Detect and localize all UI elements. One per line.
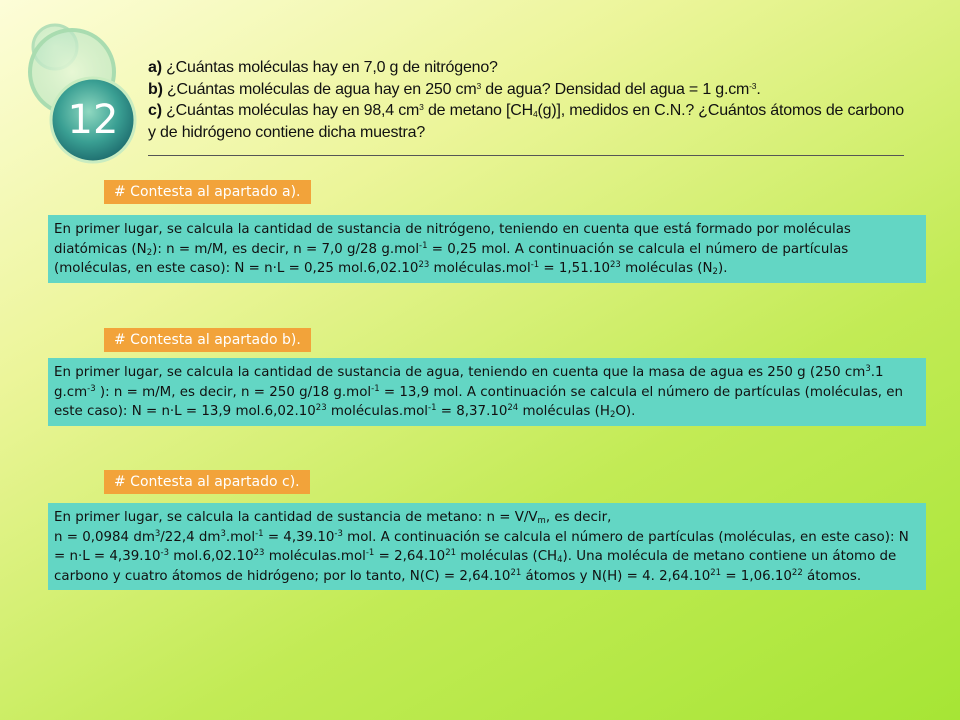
answer-text: En primer lugar, se calcula la cantidad de sustancia de agua, teniendo en cuenta que la masa de agua es 250 g (250 cm bbox=[54, 365, 866, 380]
answer-text: = 4,39.10 bbox=[263, 529, 335, 545]
divider-line bbox=[148, 155, 904, 156]
answer-text: ). bbox=[717, 261, 728, 276]
superscript: 24 bbox=[507, 403, 519, 413]
superscript: 3 bbox=[865, 364, 871, 374]
question-a-label: a) bbox=[148, 59, 162, 76]
answer-text: ). Una molécula de metano contiene un átomo de carbono y cuatro átomos de hidrógeno; por lo tanto, N(C) = 2,64.10 bbox=[54, 549, 897, 584]
answer-text: = 0,25 mol. A continuación se calcula el número de partículas (moléculas, en este caso): N = n·L = 0,25 mol.6,02.10 bbox=[54, 241, 849, 276]
subscript: m bbox=[537, 516, 546, 526]
section-c-label: # Contesta al apartado c). bbox=[104, 470, 310, 494]
answer-text: moléculas.mol bbox=[429, 261, 531, 276]
superscript: -3 bbox=[87, 383, 96, 394]
answer-text: átomos y N(H) = 4. 2,64.10 bbox=[521, 568, 711, 584]
subscript: 4 bbox=[557, 555, 563, 565]
question-a-text: ¿Cuántas moléculas hay en 7,0 g de nitrógeno? bbox=[161, 59, 498, 76]
superscript: -1 bbox=[530, 260, 540, 270]
superscript: -3 bbox=[749, 80, 757, 91]
answer-text: O). bbox=[615, 404, 636, 419]
question-a bbox=[148, 57, 906, 79]
question-c bbox=[148, 100, 906, 143]
answer-text: moléculas (N bbox=[620, 261, 713, 276]
question-c-label: c) bbox=[148, 102, 162, 119]
answer-text: ): n = m/M, es decir, n = 250 g/18 g.mol bbox=[95, 384, 372, 400]
superscript: -1 bbox=[419, 240, 428, 251]
superscript: 21 bbox=[510, 567, 522, 578]
superscript: 3 bbox=[419, 102, 424, 112]
superscript: -1 bbox=[428, 403, 437, 413]
question-b-text: de agua? Densidad del agua = 1 g.cm bbox=[481, 80, 750, 98]
section-b-label: # Contesta al apartado b). bbox=[104, 328, 311, 352]
superscript: 3 bbox=[476, 80, 482, 91]
question-b bbox=[148, 79, 906, 101]
superscript: -1 bbox=[371, 383, 380, 394]
answer-text: = 2,64.10 bbox=[374, 549, 446, 564]
answer-text: = 1,51.10 bbox=[539, 261, 611, 276]
superscript: 23 bbox=[418, 260, 430, 270]
answer-text: mol.6,02.10 bbox=[169, 549, 254, 564]
question-c-text: ¿Cuántas moléculas hay en 98,4 cm bbox=[161, 102, 420, 119]
superscript: 23 bbox=[253, 548, 265, 558]
superscript: 21 bbox=[710, 567, 722, 578]
answer-text: moléculas.mol bbox=[264, 549, 366, 564]
superscript: -3 bbox=[160, 548, 170, 558]
superscript: -1 bbox=[365, 548, 375, 558]
answer-text: .mol bbox=[225, 529, 256, 545]
superscript: -1 bbox=[255, 528, 264, 539]
answer-c bbox=[48, 503, 926, 590]
question-c-text: (g)], medidos en C.N.? ¿Cuántos átomos de carbono y de hidrógeno contiene dicha muestra? bbox=[148, 102, 904, 141]
answer-text: moléculas (H bbox=[518, 404, 610, 419]
superscript: 23 bbox=[610, 260, 621, 270]
answer-text: , es decir, bbox=[545, 510, 612, 525]
subscript: 2 bbox=[712, 267, 718, 277]
subscript: 2 bbox=[146, 247, 153, 258]
question-statement bbox=[148, 57, 906, 143]
superscript: 23 bbox=[315, 403, 327, 413]
question-b-label: b) bbox=[148, 80, 163, 98]
answer-a bbox=[48, 215, 926, 283]
superscript: 3 bbox=[154, 528, 161, 539]
superscript: 3 bbox=[220, 528, 226, 539]
answer-text: ): n = m/M, es decir, n = 7,0 g/28 g.mol bbox=[152, 241, 420, 257]
subscript: 4 bbox=[532, 109, 538, 119]
answer-text: .1 g.cm bbox=[54, 365, 884, 400]
answer-text: moléculas (CH bbox=[456, 549, 558, 564]
answer-text: = 8,37.10 bbox=[436, 404, 508, 419]
superscript: 22 bbox=[791, 567, 803, 578]
section-a-label: # Contesta al apartado a). bbox=[104, 180, 311, 204]
answer-text: moléculas.mol bbox=[326, 404, 429, 419]
superscript: -3 bbox=[334, 528, 343, 539]
answer-text: En primer lugar, se calcula la cantidad de sustancia de nitrógeno, teniendo en cuenta que está formado por moléculas diatómicas (N bbox=[54, 222, 851, 257]
answer-text: n = 0,0984 dm bbox=[54, 529, 155, 545]
answer-text: átomos. bbox=[802, 568, 862, 584]
answer-text: mol. A continuación se calcula el número de partículas (moléculas, en este caso): N = n·L = 4,39.10 bbox=[54, 529, 909, 564]
answer-text: = 13,9 mol. A continuación se calcula el número de partículas (moléculas, en este caso): N = n·L = 13,9 mol.6,02.10 bbox=[54, 384, 904, 419]
answer-b bbox=[48, 358, 926, 426]
question-b-text: ¿Cuántas moléculas de agua hay en 250 cm bbox=[162, 80, 477, 98]
answer-text: = 1,06.10 bbox=[721, 568, 792, 584]
superscript: 21 bbox=[445, 548, 457, 558]
subscript: 2 bbox=[609, 410, 616, 420]
question-c-text: de metano [CH bbox=[423, 102, 533, 119]
answer-text: /22,4 dm bbox=[160, 529, 221, 545]
question-number-badge: 12 bbox=[67, 97, 119, 143]
question-b-text: . bbox=[756, 80, 761, 98]
answer-text: En primer lugar, se calcula la cantidad de sustancia de metano: n = V/V bbox=[54, 510, 538, 525]
